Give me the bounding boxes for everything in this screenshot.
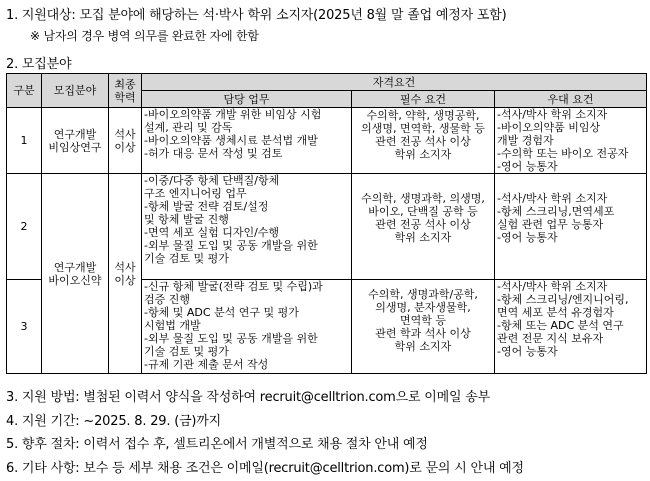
- eligibility-line: 1. 지원대상: 모집 분야에 해당하는 석·박사 학위 소지자(2025년 8월 말 졸업 예정자 포함): [6, 8, 507, 23]
- duty-cell: -이중/다중 항체 단백질/항체 구조 엔지니어링 업무 -항체 발굴 전략 검토/설정 및 항체 발굴 진행 -면역 세포 실험 디자인/수행 -외부 물질 도입 및 공동 개발을 위한 기술 검토 및 평가: [142, 174, 352, 280]
- row-number: 1: [7, 108, 42, 174]
- degree-cell-merged: 석사 이상: [109, 174, 142, 374]
- required-cell: 수의학, 생명과학, 의생명, 바이오, 단백질 공학 등 관련 전공 석사 이상 학위 소지자: [352, 174, 495, 280]
- header-qualifications: 자격요건: [142, 74, 647, 91]
- header-preferred: 우대 요건: [495, 91, 647, 108]
- header-field: 모집분야: [42, 74, 109, 108]
- header-degree: 최종 학력: [109, 74, 142, 108]
- header-division: 구분: [7, 74, 42, 108]
- application-period-line: 4. 지원 기간: ~2025. 8. 29. (금)까지: [6, 414, 222, 429]
- recruitment-fields-heading: 2. 모집분야: [6, 57, 72, 72]
- other-notes-line: 6. 기타 사항: 보수 등 세부 채용 조건은 이메일(recruit@celltrion.com)로 문의 시 안내 예정: [6, 461, 524, 476]
- preferred-cell: -석사/박사 학위 소지자 -항체 스크리닝/엔지니어링, 면역 세포 분석 유경험자 -항체 또는 ADC 분석 연구 관련 전문 지식 보유자 -영어 능통자: [495, 280, 647, 374]
- duty-cell: -신규 항체 발굴(전략 검토 및 수립)과 검증 진행 -항체 및 ADC 분석 연구 및 평가 시험법 개발 -외부 물질 도입 및 공동 개발을 위한 기술 검토 및 평가 -규제 기관 제출 문서 작성: [142, 280, 352, 374]
- table-row: [7, 174, 647, 280]
- duty-cell: -바이오의약품 개발 위한 비임상 시험 설계, 관리 및 감독 -바이오의약품 생체시료 분석법 개발 -허가 대응 문서 작성 및 검토: [142, 108, 352, 174]
- recruitment-table: [6, 73, 647, 374]
- preferred-cell: -석사/박사 학위 소지자 -항체 스크리닝,면역세포 실험 관련 업무 능통자 -영어 능통자: [495, 174, 647, 280]
- degree-cell: 석사 이상: [109, 108, 142, 174]
- row-number: 2: [7, 174, 42, 280]
- table-row: [7, 108, 647, 174]
- row-number: 3: [7, 280, 42, 374]
- field-cell: 연구개발 비임상연구: [42, 108, 109, 174]
- military-service-note: ※ 남자의 경우 병역 의무를 완료한 자에 한함: [30, 29, 259, 43]
- header-duties: 담당 업무: [142, 91, 352, 108]
- required-cell: 수의학, 생명과학/공학, 의생명, 분자생물학, 면역학 등 관련 학과 석사 이상 학위 소지자: [352, 280, 495, 374]
- next-steps-line: 5. 향후 절차: 이력서 접수 후, 셀트리온에서 개별적으로 채용 절차 안내 예정: [6, 437, 428, 452]
- field-cell-merged: 연구개발 바이오신약: [42, 174, 109, 374]
- required-cell: 수의학, 약학, 생명공학, 의생명, 면역학, 생물학 등 관련 전공 석사 이상 학위 소지자: [352, 108, 495, 174]
- application-method-line: 3. 지원 방법: 별첨된 이력서 양식을 작성하여 recruit@celltrion.com으로 이메일 송부: [6, 390, 490, 405]
- header-required: 필수 요건: [352, 91, 495, 108]
- preferred-cell: -석사/박사 학위 소지자 -바이오의약품 비임상 개발 경험자 -수의학 또는 바이오 전공자 -영어 능통자: [495, 108, 647, 174]
